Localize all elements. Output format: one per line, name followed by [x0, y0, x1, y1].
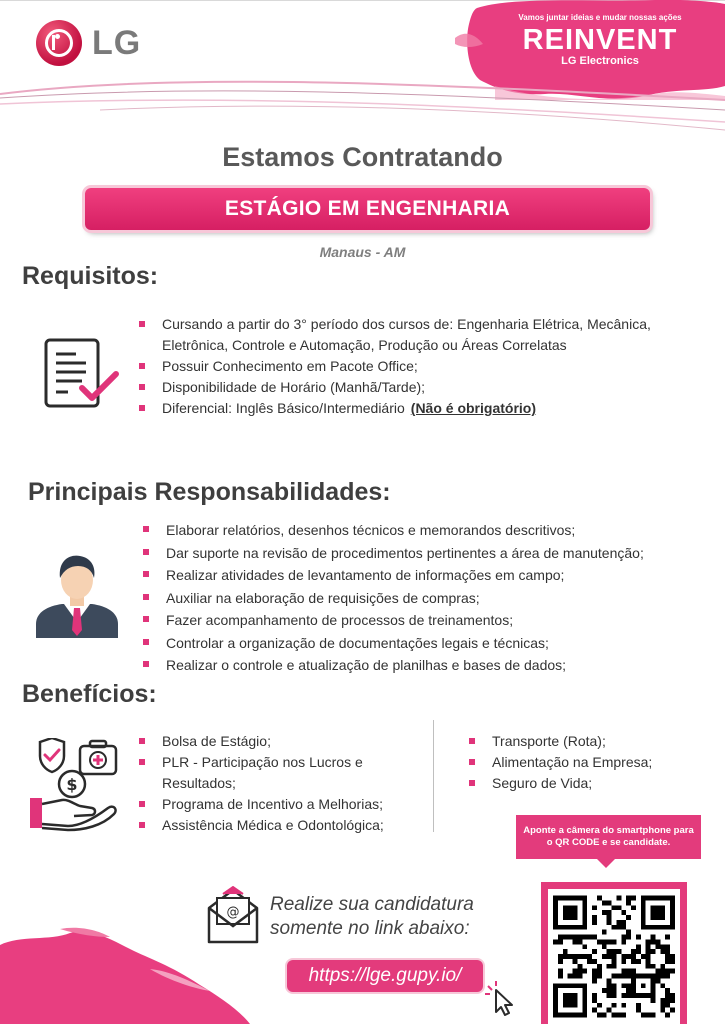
apply-text-line2: somente no link abaixo: [270, 918, 470, 939]
list-item: Seguro de Vida; [466, 773, 706, 794]
responsibilities-title: Principais Responsabilidades: [28, 478, 391, 506]
qr-callout: Aponte a câmera do smartphone para o QR CODE e se candidate. [516, 815, 701, 859]
apply-text-line1: Realize sua candidatura [270, 894, 474, 915]
svg-text:@: @ [226, 905, 240, 920]
benefits-list-left [136, 731, 421, 836]
benefits-title: Benefícios: [22, 680, 157, 708]
reinvent-title: REINVENT [522, 24, 678, 56]
decorative-swoosh [0, 70, 725, 140]
list-item: Auxiliar na elaboração de requisições de compras; [140, 587, 710, 610]
reinvent-subtitle: LG Electronics [561, 55, 639, 67]
svg-text:$: $ [66, 775, 78, 794]
list-item: Disponibilidade de Horário (Manhã/Tarde); [136, 377, 706, 398]
application-link[interactable]: https://lge.gupy.io/ [287, 960, 483, 992]
responsibilities-list [140, 519, 710, 677]
cursor-click-icon [484, 980, 520, 1016]
businessman-icon [34, 550, 120, 638]
list-item: Dar suporte na revisão de procedimentos pertinentes a área de manutenção; [140, 542, 710, 565]
reinvent-tagline: Vamos juntar ideias e mudar nossas ações [518, 13, 682, 22]
list-item: Bolsa de Estágio; [136, 731, 421, 752]
checklist-icon [42, 336, 122, 412]
list-item: Fazer acompanhamento de processos de treinamentos; [140, 609, 710, 632]
list-item-text: Diferencial: Inglês Básico/Intermediário [162, 400, 405, 416]
page-title: Estamos Contratando [222, 142, 503, 172]
apply-instructions [270, 893, 510, 941]
qr-code-icon [553, 894, 675, 1019]
list-item: Realizar atividades de levantamento de informações em campo; [140, 564, 710, 587]
benefits-divider [433, 720, 434, 832]
list-item: Elaborar relatórios, desenhos técnicos e memorandos descritivos; [140, 519, 710, 542]
list-item: Realizar o controle e atualização de planilhas e bases de dados; [140, 654, 710, 677]
list-item: Possuir Conhecimento em Pacote Office; [136, 356, 706, 377]
lg-wordmark: LG [92, 23, 142, 62]
lg-logo [36, 18, 166, 68]
benefits-hand-icon [28, 738, 120, 832]
qr-callout-tail [596, 858, 616, 868]
bottom-paint-splash [0, 925, 250, 1024]
list-item: Alimentação na Empresa; [466, 752, 706, 773]
lg-face-icon [36, 20, 82, 66]
list-item: PLR - Participação nos Lucros e Resultados; [136, 752, 421, 794]
list-item: Controlar a organização de documentações legais e técnicas; [140, 632, 710, 655]
list-item: Transporte (Rota); [466, 731, 706, 752]
list-item: Assistência Médica e Odontológica; [136, 815, 421, 836]
list-item: Programa de Incentivo a Melhorias; [136, 794, 421, 815]
benefits-list-right [466, 731, 706, 794]
requirements-title: Requisitos: [22, 262, 159, 290]
not-mandatory-note: (Não é obrigatório) [410, 400, 537, 416]
qr-code[interactable] [548, 889, 680, 1024]
requirements-list [136, 314, 706, 419]
qr-code-frame[interactable] [541, 882, 687, 1024]
list-item: Cursando a partir do 3° período dos cursos de: Engenharia Elétrica, Mecânica, Eletrônica, Controle e Automação, Produção ou Áreas Correlatas [136, 314, 706, 356]
location-label: Manaus - AM [319, 244, 406, 260]
position-banner: ESTÁGIO EM ENGENHARIA [85, 188, 650, 230]
list-item [136, 398, 706, 419]
